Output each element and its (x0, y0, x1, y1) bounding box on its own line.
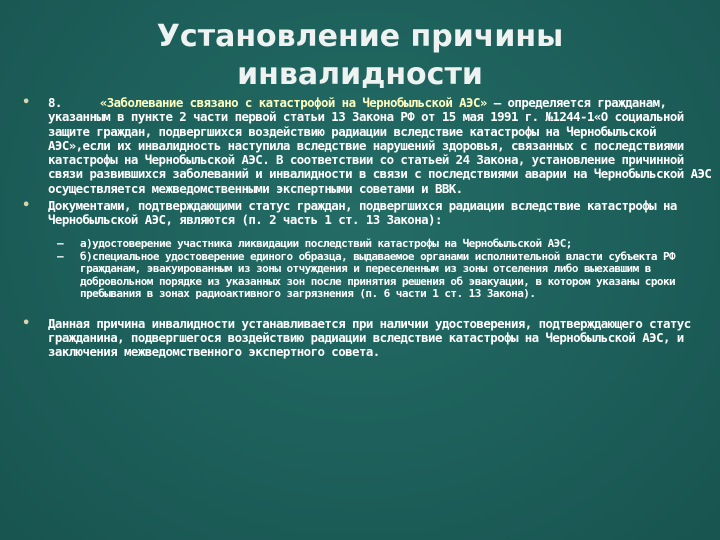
sub-item-text: а)удостоверение участника ликвидации последствий катастрофы на Чернобыльской АЭС; (80, 236, 572, 250)
bullet-item-documents (22, 199, 716, 228)
highlighted-cause-text: «Заболевание связано с катастрофой на Чернобыльской АЭС» (99, 95, 487, 110)
sub-item-special-certificate (22, 251, 716, 301)
sub-list (22, 238, 716, 301)
slide-body (22, 96, 716, 360)
dash-icon: – (57, 250, 64, 264)
dash-icon: – (57, 236, 64, 250)
slide-title (120, 18, 600, 94)
slide-title-line-1: Установление причины (156, 19, 564, 54)
bullet-icon: • (22, 315, 30, 331)
bullet-text: Данная причина инвалидности устанавливается при наличии удостоверения, подтверждающего статус гражданина, подвергшегося воздействию радиации вследствие катастрофы на Чернобыльской АЭС, и заключения межведомственного экспертного совета. (48, 315, 691, 360)
bullet-icon: • (22, 95, 30, 110)
item-number: 8. (48, 95, 62, 110)
bullet-item-chernobyl-cause (22, 96, 716, 196)
sub-item-liquidator-certificate (22, 238, 716, 250)
bullet-text: Документами, подтверждающими статус граждан, подвергшихся радиации вследствие катастрофы на Чернобыльской АЭС, являются (п. 2 часть 1 ст. 13 Закона): (48, 198, 677, 228)
sub-item-text: б)специальное удостоверение единого образца, выдаваемое органами исполнительной власти субъекта РФ гражданам, эвакуированным из зоны отчуждения и переселенным из зоны отселения либо выехавшим в добровольном порядке из указанных зон после принятия решения об эвакуации, в котором указаны сроки пребывания в зонах радиоактивного загрязнения (п. 6 части 1 ст. 13 Закона). (80, 250, 676, 301)
bullet-icon: • (22, 198, 30, 214)
bullet-text: — определяется гражданам, указанным в пункте 2 части первой статьи 13 Закона РФ от 15 мая 1991 г. №1244-1«О социальной защите граждан, подвергшихся воздействию радиации вследствие катастрофы на Чернобыльской АЭС»,если их инвалидность наступила вследствие нарушений здоровья, связанных с последствиями катастрофы на Чернобыльской АЭС. В соответствии со статьей 24 Закона, установление причинной связи развившихся заболеваний и инвалидности в связи с последствиями аварии на Чернобыльской АЭС осуществляется межведомственными экспертными советами и ВВК. (48, 95, 712, 196)
slide-title-line-2: инвалидности (237, 57, 483, 92)
bullet-item-certificate-condition (22, 317, 716, 360)
